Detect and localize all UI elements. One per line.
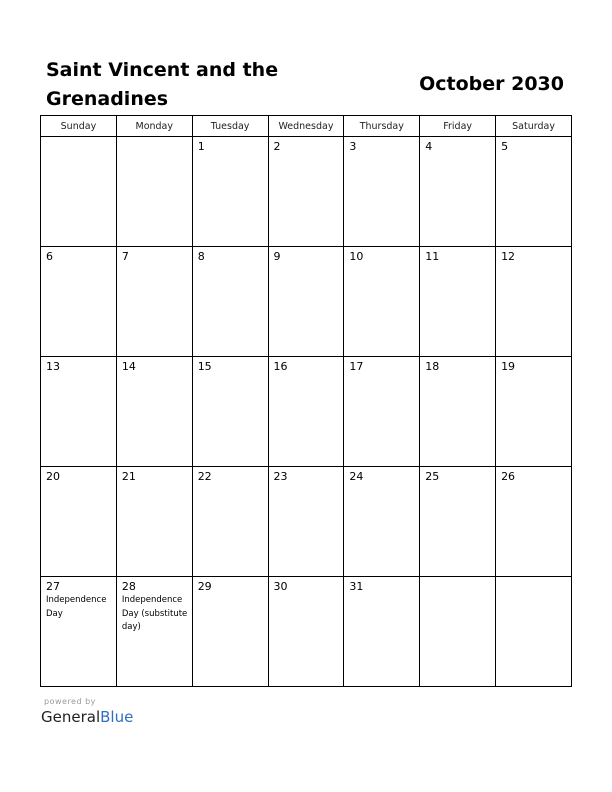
holiday-label: [269, 263, 344, 264]
holiday-label: Independence Day (substitute day): [121, 595, 188, 632]
week-row: [41, 577, 572, 687]
day-number: 2: [273, 140, 281, 153]
day-number: 19: [501, 360, 516, 373]
holiday-label: [420, 263, 495, 264]
holiday-label: [117, 483, 192, 484]
holiday-label: [41, 263, 116, 264]
holiday-label: [496, 483, 571, 484]
holiday-label: [41, 140, 116, 141]
day-number: 28: [121, 580, 136, 593]
day-cell: [116, 137, 192, 247]
holiday-label: [117, 373, 192, 374]
day-number: 6: [46, 250, 53, 263]
holiday-label: [193, 593, 268, 594]
holiday-label: [193, 153, 268, 154]
holiday-label: [193, 373, 268, 374]
day-cell: [344, 467, 420, 577]
day-cell: [116, 357, 192, 467]
day-cell: [496, 577, 572, 687]
week-row: [41, 467, 572, 577]
holiday-label: [344, 373, 419, 374]
day-cell: [496, 357, 572, 467]
day-number: 13: [46, 360, 60, 373]
calendar-grid: [40, 115, 572, 687]
day-number: 3: [349, 140, 357, 153]
holiday-label: [269, 483, 344, 484]
day-cell: [496, 467, 572, 577]
holiday-label: [117, 263, 192, 264]
day-cell: [344, 137, 420, 247]
day-cell: [268, 137, 344, 247]
generalblue-logo[interactable]: [41, 707, 133, 727]
day-cell: [420, 467, 496, 577]
month-year-title: October 2030: [419, 73, 564, 95]
day-cell: [344, 247, 420, 357]
day-number: 17: [349, 360, 364, 373]
holiday-label: [420, 373, 495, 374]
day-number: 11: [425, 250, 440, 263]
day-cell: [41, 577, 117, 687]
week-row: [41, 357, 572, 467]
holiday-label: [344, 593, 419, 594]
day-number: 26: [501, 470, 516, 483]
day-number: 18: [425, 360, 440, 373]
holiday-label: [420, 153, 495, 154]
day-number: 29: [197, 580, 212, 593]
holiday-label: [269, 373, 344, 374]
day-number: 20: [46, 470, 60, 483]
day-cell: [496, 137, 572, 247]
day-number: 21: [121, 470, 136, 483]
day-cell: [268, 357, 344, 467]
day-number: 5: [501, 140, 509, 153]
day-number: 23: [273, 470, 288, 483]
day-cell: [268, 577, 344, 687]
day-cell: [41, 137, 117, 247]
day-number: 8: [197, 250, 205, 263]
weekday-header-row: [41, 116, 572, 137]
weekday-sunday: Sunday: [41, 116, 117, 137]
day-cell: [41, 247, 117, 357]
week-row: [41, 137, 572, 247]
weekday-wednesday: Wednesday: [268, 116, 344, 137]
holiday-label: [193, 263, 268, 264]
day-cell: [420, 357, 496, 467]
weekday-thursday: Thursday: [344, 116, 420, 137]
logo-text-blue: Blue: [100, 708, 134, 726]
day-cell: [192, 577, 268, 687]
holiday-label: [41, 373, 116, 374]
day-number: 4: [425, 140, 433, 153]
day-number: 14: [121, 360, 136, 373]
holiday-label: [269, 593, 344, 594]
day-number: 9: [273, 250, 281, 263]
day-number: 27: [46, 580, 60, 593]
day-cell: [344, 357, 420, 467]
day-number: 16: [273, 360, 288, 373]
day-number: 1: [197, 140, 205, 153]
day-cell: [41, 357, 117, 467]
holiday-label: [269, 153, 344, 154]
day-number: 22: [197, 470, 212, 483]
holiday-label: [496, 373, 571, 374]
weekday-tuesday: Tuesday: [192, 116, 268, 137]
day-number: 31: [349, 580, 364, 593]
holiday-label: [496, 153, 571, 154]
weekday-saturday: Saturday: [496, 116, 572, 137]
holiday-label: [344, 153, 419, 154]
holiday-label: Independence Day: [46, 595, 107, 619]
holiday-label: [420, 580, 495, 581]
day-number: 30: [273, 580, 288, 593]
day-cell: [116, 577, 192, 687]
holiday-label: [344, 263, 419, 264]
day-cell: [344, 577, 420, 687]
day-cell: [116, 247, 192, 357]
day-cell: [192, 247, 268, 357]
weekday-monday: Monday: [116, 116, 192, 137]
holiday-label: [344, 483, 419, 484]
day-cell: [496, 247, 572, 357]
day-number: 7: [121, 250, 129, 263]
holiday-label: [496, 263, 571, 264]
day-number: 15: [197, 360, 212, 373]
powered-by-text: powered by: [44, 697, 96, 706]
country-title: Saint Vincent and the Grenadines: [46, 59, 279, 110]
day-cell: [41, 467, 117, 577]
day-cell: [268, 247, 344, 357]
week-row: [41, 247, 572, 357]
weekday-friday: Friday: [420, 116, 496, 137]
day-cell: [192, 467, 268, 577]
day-cell: [192, 357, 268, 467]
logo-text-general: General: [41, 708, 101, 726]
day-cell: [420, 137, 496, 247]
day-number: 10: [349, 250, 364, 263]
day-number: 25: [425, 470, 440, 483]
day-cell: [116, 467, 192, 577]
day-cell: [420, 247, 496, 357]
day-number: 12: [501, 250, 516, 263]
day-number: 24: [349, 470, 364, 483]
holiday-label: [193, 483, 268, 484]
day-cell: [268, 467, 344, 577]
day-cell: [192, 137, 268, 247]
holiday-label: [117, 140, 192, 141]
day-cell: [420, 577, 496, 687]
holiday-label: [41, 483, 116, 484]
holiday-label: [420, 483, 495, 484]
holiday-label: [496, 580, 571, 581]
